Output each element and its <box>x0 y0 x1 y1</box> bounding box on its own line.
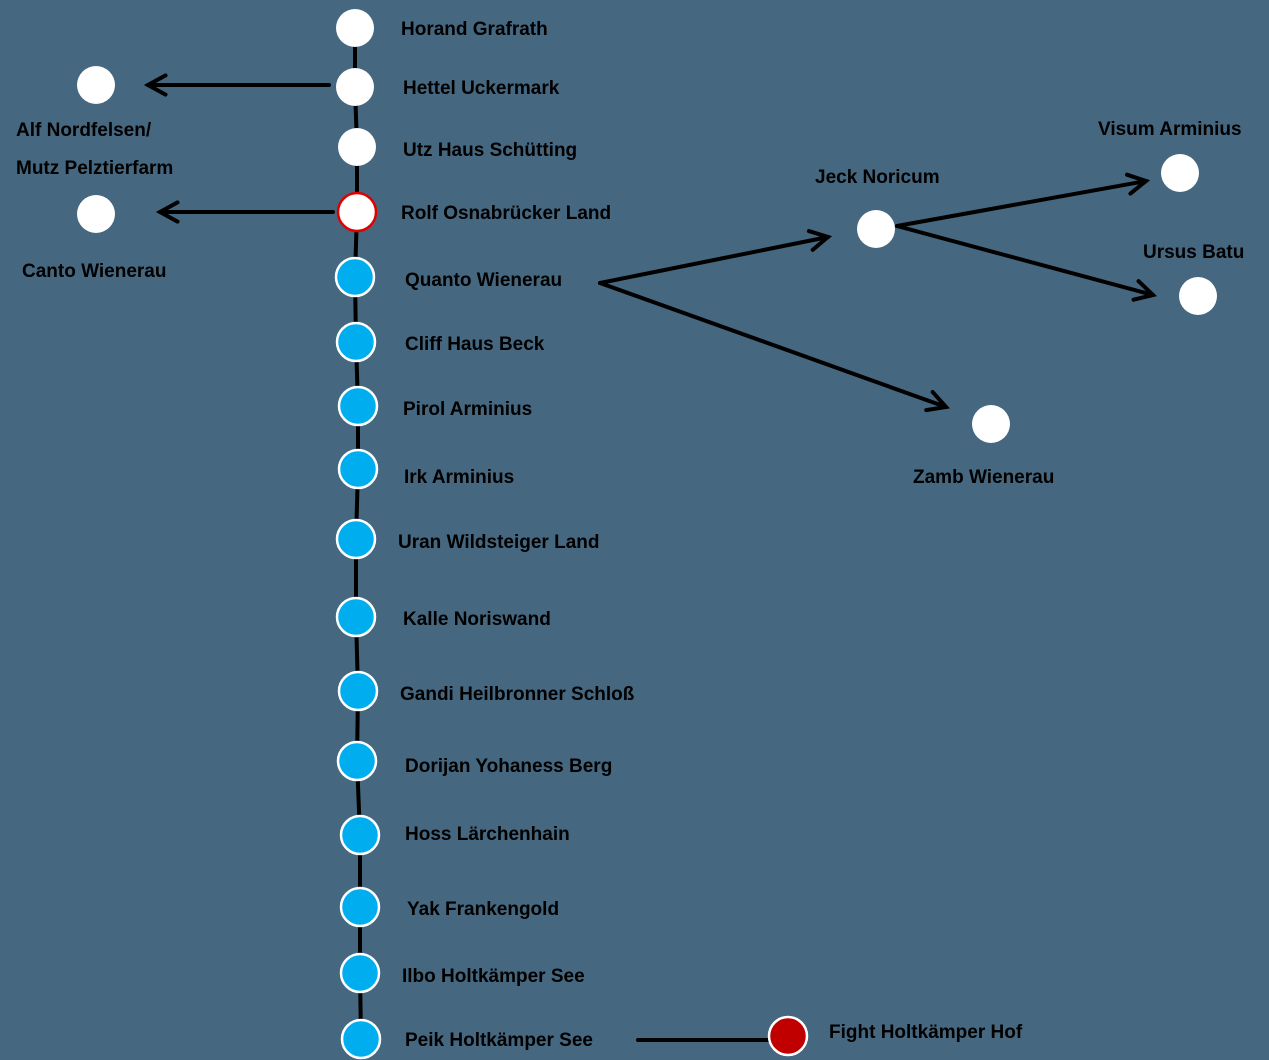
branch-label-ursus: Ursus Batu <box>1143 242 1245 263</box>
main-node-white <box>336 9 374 47</box>
main-label: Pirol Arminius <box>403 399 533 420</box>
main-node-blue <box>337 323 375 361</box>
node-jeck <box>857 210 895 248</box>
branch-label-canto: Canto Wienerau <box>22 261 167 282</box>
main-label: Rolf Osnabrücker Land <box>401 203 612 224</box>
main-node-blue <box>337 598 375 636</box>
node-zamb <box>972 405 1010 443</box>
main-node-blue <box>339 387 377 425</box>
main-label: Gandi Heilbronner Schloß <box>400 684 635 705</box>
main-node-blue <box>339 450 377 488</box>
main-node-blue <box>341 888 379 926</box>
branch-label-alf-line2: Mutz Pelztierfarm <box>16 158 174 179</box>
main-label: Irk Arminius <box>404 467 515 488</box>
main-label: Hettel Uckermark <box>403 78 560 99</box>
main-label: Hoss Lärchenhain <box>405 824 570 845</box>
main-label: Uran Wildsteiger Land <box>398 532 600 553</box>
main-label: Kalle Noriswand <box>403 609 551 630</box>
main-node-blue <box>342 1020 380 1058</box>
node-canto <box>77 195 115 233</box>
main-node-blue <box>338 742 376 780</box>
branch-label-fight: Fight Holtkämper Hof <box>829 1022 1023 1043</box>
branch-quanto-jeck-shaft <box>600 237 828 283</box>
main-label: Yak Frankengold <box>407 899 560 920</box>
node-visum <box>1161 154 1199 192</box>
node-ursus <box>1179 277 1217 315</box>
main-node-red-ring <box>338 193 376 231</box>
arrow-jeck-ursus-shaft <box>897 226 1153 295</box>
branch-quanto-zamb-shaft <box>600 283 946 407</box>
node-fight <box>769 1017 807 1055</box>
main-node-blue <box>341 954 379 992</box>
main-label: Ilbo Holtkämper See <box>402 966 585 987</box>
main-node-blue <box>341 816 379 854</box>
main-node-blue <box>339 672 377 710</box>
branch-label-alf-line1: Alf Nordfelsen/ <box>16 120 152 141</box>
main-label: Utz Haus Schütting <box>403 140 578 161</box>
main-label: Cliff Haus Beck <box>405 334 545 355</box>
main-node-blue <box>337 520 375 558</box>
main-node-white <box>336 68 374 106</box>
branch-label-zamb: Zamb Wienerau <box>913 467 1055 488</box>
main-label: Horand Grafrath <box>401 19 548 40</box>
main-label: Quanto Wienerau <box>405 270 563 291</box>
main-label: Peik Holtkämper See <box>405 1030 593 1051</box>
branch-label-jeck: Jeck Noricum <box>815 167 940 188</box>
main-node-white <box>338 128 376 166</box>
branch-label-visum: Visum Arminius <box>1098 119 1242 140</box>
node-alf <box>77 66 115 104</box>
main-label: Dorijan Yohaness Berg <box>405 756 613 777</box>
main-node-blue <box>336 258 374 296</box>
